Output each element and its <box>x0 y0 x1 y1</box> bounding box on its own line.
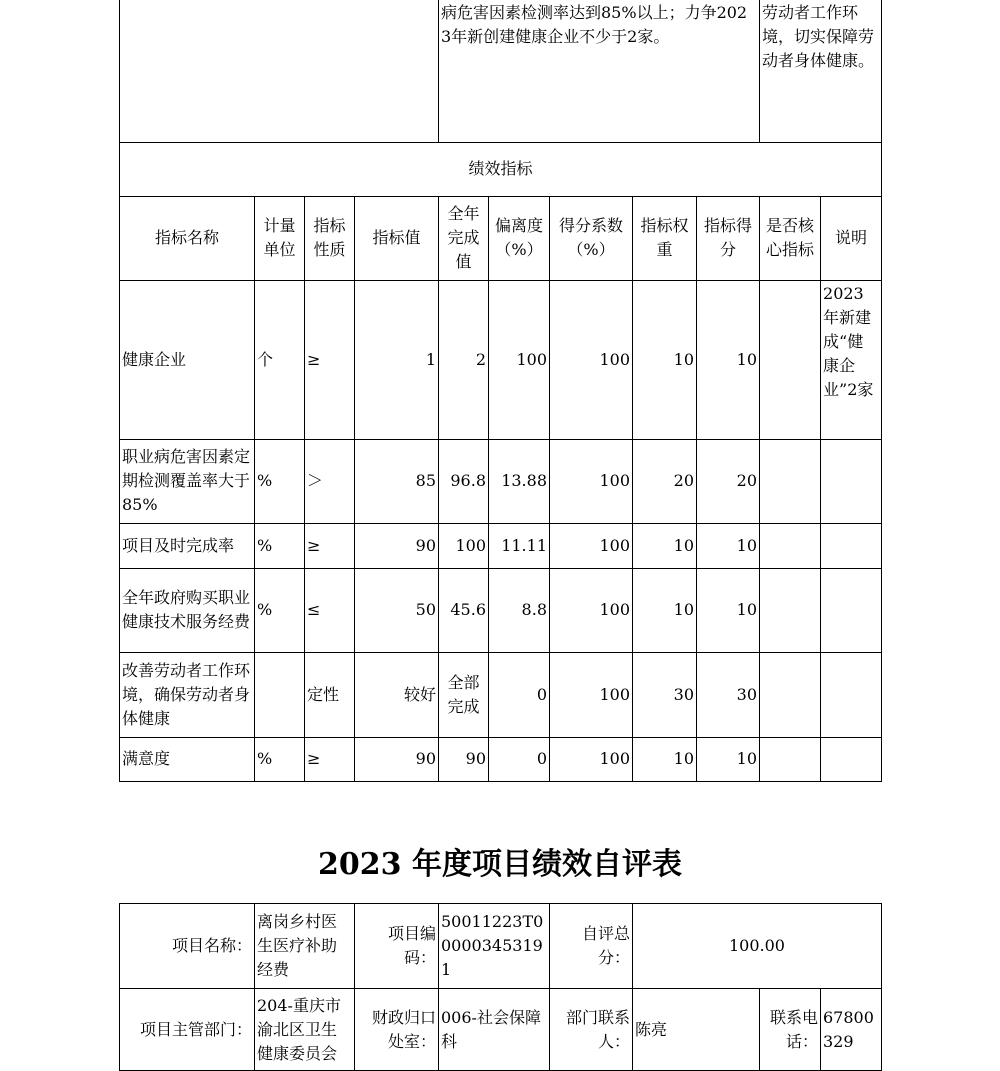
row-deviation: 0 <box>489 652 550 737</box>
row-coef: 100 <box>550 523 633 568</box>
header-row <box>120 196 882 280</box>
row-nature: ≥ <box>305 737 355 781</box>
row-actual: 45.6 <box>439 568 489 652</box>
target-row-fragment <box>120 0 882 142</box>
row-unit: % <box>255 737 305 781</box>
row-note <box>821 737 882 781</box>
row-target: 较好 <box>355 652 439 737</box>
row-core <box>760 568 821 652</box>
dept-value: 204-重庆市渝北区卫生健康委员会 <box>255 989 355 1071</box>
row-core <box>760 439 821 523</box>
header-unit: 计量单位 <box>255 196 305 280</box>
row-note <box>821 439 882 523</box>
blank-cell <box>120 0 439 142</box>
target-text-cell: 病危害因素检测率达到85%以上；力争2023年新创建健康企业不少于2家。 <box>439 0 760 142</box>
row-weight: 10 <box>633 737 697 781</box>
table-row <box>120 523 882 568</box>
row-actual: 100 <box>439 523 489 568</box>
row-unit: 个 <box>255 280 305 439</box>
project-code-value: 50011223T000003453191 <box>439 904 550 989</box>
header-nature: 指标性质 <box>305 196 355 280</box>
row-coef: 100 <box>550 280 633 439</box>
row-nature: 定性 <box>305 652 355 737</box>
finance-value: 006-社会保障科 <box>439 989 550 1071</box>
phone-label: 联系电话： <box>760 989 821 1071</box>
project-name-label: 项目名称： <box>120 904 255 989</box>
header-coef: 得分系数（%） <box>550 196 633 280</box>
row-target: 90 <box>355 523 439 568</box>
row-nature: ≤ <box>305 568 355 652</box>
row-unit <box>255 652 305 737</box>
row-score: 30 <box>697 652 760 737</box>
row-actual: 全部完成 <box>439 652 489 737</box>
project-info-table <box>119 903 882 1071</box>
score-value: 100.00 <box>633 904 882 989</box>
row-name: 满意度 <box>120 737 255 781</box>
header-name: 指标名称 <box>120 196 255 280</box>
table-row <box>120 737 882 781</box>
row-actual: 2 <box>439 280 489 439</box>
row-unit: % <box>255 439 305 523</box>
header-core: 是否核心指标 <box>760 196 821 280</box>
table-row <box>120 280 882 439</box>
project-name-value: 离岗乡村医生医疗补助经费 <box>255 904 355 989</box>
table-row <box>120 652 882 737</box>
row-name: 全年政府购买职业健康技术服务经费 <box>120 568 255 652</box>
row-core <box>760 280 821 439</box>
page-title: 2023 年度项目绩效自评表 <box>318 847 682 882</box>
section-label: 绩效指标 <box>120 142 882 196</box>
project-code-label: 项目编码： <box>355 904 439 989</box>
row-actual: 96.8 <box>439 439 489 523</box>
row-coef: 100 <box>550 652 633 737</box>
row-actual: 90 <box>439 737 489 781</box>
row-note <box>821 568 882 652</box>
row-coef: 100 <box>550 737 633 781</box>
header-target: 指标值 <box>355 196 439 280</box>
dept-label: 项目主管部门： <box>120 989 255 1071</box>
row-nature: ≥ <box>305 280 355 439</box>
row-target: 90 <box>355 737 439 781</box>
row-weight: 30 <box>633 652 697 737</box>
row-unit: % <box>255 523 305 568</box>
row-deviation: 8.8 <box>489 568 550 652</box>
row-score: 10 <box>697 568 760 652</box>
row-note <box>821 523 882 568</box>
row-core <box>760 737 821 781</box>
row-score: 20 <box>697 439 760 523</box>
header-deviation: 偏离度（%） <box>489 196 550 280</box>
row-note: 2023年新建成“健康企业”2家 <box>821 280 882 439</box>
header-note: 说明 <box>821 196 882 280</box>
phone-value: 67800329 <box>821 989 882 1071</box>
row-name: 项目及时完成率 <box>120 523 255 568</box>
row-weight: 10 <box>633 568 697 652</box>
row-weight: 10 <box>633 523 697 568</box>
row-deviation: 100 <box>489 280 550 439</box>
table-row <box>120 439 882 523</box>
finance-label: 财政归口处室： <box>355 989 439 1071</box>
row-score: 10 <box>697 523 760 568</box>
header-actual: 全年完成值 <box>439 196 489 280</box>
row-name: 健康企业 <box>120 280 255 439</box>
row-score: 10 <box>697 280 760 439</box>
row-unit: % <box>255 568 305 652</box>
performance-indicator-table <box>119 0 882 782</box>
row-coef: 100 <box>550 439 633 523</box>
row-target: 1 <box>355 280 439 439</box>
row-score: 10 <box>697 737 760 781</box>
row-target: 50 <box>355 568 439 652</box>
header-score: 指标得分 <box>697 196 760 280</box>
row-note <box>821 652 882 737</box>
row-coef: 100 <box>550 568 633 652</box>
header-weight: 指标权重 <box>633 196 697 280</box>
score-label: 自评总分： <box>550 904 633 989</box>
row-nature: ＞ <box>305 439 355 523</box>
contact-label: 部门联系人： <box>550 989 633 1071</box>
contact-value: 陈亮 <box>633 989 760 1071</box>
row-deviation: 11.11 <box>489 523 550 568</box>
row-core <box>760 523 821 568</box>
row-deviation: 13.88 <box>489 439 550 523</box>
row-nature: ≥ <box>305 523 355 568</box>
row-core <box>760 652 821 737</box>
table-row <box>120 568 882 652</box>
project-row-1 <box>120 904 882 989</box>
row-weight: 20 <box>633 439 697 523</box>
row-weight: 10 <box>633 280 697 439</box>
row-name: 改善劳动者工作环境，确保劳动者身体健康 <box>120 652 255 737</box>
row-target: 85 <box>355 439 439 523</box>
row-deviation: 0 <box>489 737 550 781</box>
project-row-2 <box>120 989 882 1071</box>
actual-text-cell: 劳动者工作环境，切实保障劳动者身体健康。 <box>760 0 882 142</box>
row-name: 职业病危害因素定期检测覆盖率大于85% <box>120 439 255 523</box>
